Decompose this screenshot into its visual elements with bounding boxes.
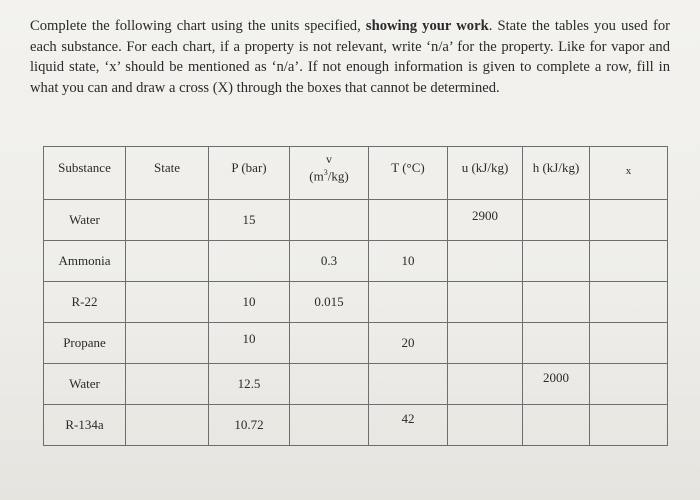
cell-volume[interactable] bbox=[290, 200, 369, 241]
properties-chart-table bbox=[43, 146, 668, 446]
cell-substance: R-22 bbox=[44, 282, 126, 323]
v-symbol: v bbox=[326, 152, 332, 166]
cell-u[interactable] bbox=[448, 282, 523, 323]
cell-x[interactable] bbox=[590, 323, 668, 364]
cell-u[interactable] bbox=[448, 364, 523, 405]
header-substance: Substance bbox=[44, 147, 126, 200]
cell-u[interactable] bbox=[448, 241, 523, 282]
header-enthalpy: h (kJ/kg) bbox=[523, 147, 590, 200]
cell-state[interactable] bbox=[126, 241, 209, 282]
header-state: State bbox=[126, 147, 209, 200]
cell-volume[interactable]: 0.3 bbox=[290, 241, 369, 282]
cell-temperature[interactable] bbox=[369, 282, 448, 323]
header-pressure: P (bar) bbox=[209, 147, 290, 200]
cell-pressure[interactable]: 10.72 bbox=[209, 405, 290, 446]
cell-state[interactable] bbox=[126, 282, 209, 323]
cell-temperature[interactable] bbox=[369, 364, 448, 405]
cell-volume[interactable] bbox=[290, 323, 369, 364]
instructions-bold-text: showing your work bbox=[365, 18, 489, 34]
instructions-text-1: Complete the following chart using the units specified, bbox=[30, 18, 366, 34]
cell-volume[interactable] bbox=[290, 364, 369, 405]
cell-substance: Water bbox=[44, 200, 126, 241]
table-row bbox=[44, 364, 668, 405]
cell-x[interactable] bbox=[590, 200, 668, 241]
cell-h[interactable] bbox=[523, 282, 590, 323]
cell-state[interactable] bbox=[126, 364, 209, 405]
cell-pressure[interactable]: 12.5 bbox=[209, 364, 290, 405]
cell-h[interactable]: 2000 bbox=[523, 364, 590, 405]
cell-temperature[interactable]: 10 bbox=[369, 241, 448, 282]
table-row bbox=[44, 241, 668, 282]
header-quality: x bbox=[590, 147, 668, 200]
cell-temperature[interactable]: 20 bbox=[369, 323, 448, 364]
cell-u[interactable]: 2900 bbox=[448, 200, 523, 241]
cell-state[interactable] bbox=[126, 405, 209, 446]
cell-h[interactable] bbox=[523, 200, 590, 241]
cell-pressure[interactable] bbox=[209, 241, 290, 282]
table-row bbox=[44, 323, 668, 364]
cell-temperature[interactable] bbox=[369, 200, 448, 241]
instructions-paragraph bbox=[30, 16, 670, 98]
cell-state[interactable] bbox=[126, 200, 209, 241]
cell-volume[interactable]: 0.015 bbox=[290, 282, 369, 323]
cell-pressure[interactable]: 15 bbox=[209, 200, 290, 241]
cell-x[interactable] bbox=[590, 405, 668, 446]
cell-substance: Propane bbox=[44, 323, 126, 364]
instructions-text-2: . State the tables you used for each substance. For each chart, if a property is not relevant, write ‘n/a’ for the property. Like for vapor and liquid state, ‘x’ should be mentioned as ‘n/a’. If not enough information is given to complete a row, fill in what you can and draw a cross (X) through the boxes that cannot be determined. bbox=[30, 18, 671, 96]
cell-h[interactable] bbox=[523, 241, 590, 282]
cell-x[interactable] bbox=[590, 241, 668, 282]
cell-pressure[interactable]: 10 bbox=[209, 323, 290, 364]
cell-h[interactable] bbox=[523, 323, 590, 364]
header-internal-energy: u (kJ/kg) bbox=[448, 147, 523, 200]
cell-x[interactable] bbox=[590, 364, 668, 405]
cell-u[interactable] bbox=[448, 405, 523, 446]
cell-substance: R-134a bbox=[44, 405, 126, 446]
cell-pressure[interactable]: 10 bbox=[209, 282, 290, 323]
table-row bbox=[44, 405, 668, 446]
cell-substance: Water bbox=[44, 364, 126, 405]
cell-x[interactable] bbox=[590, 282, 668, 323]
cell-h[interactable] bbox=[523, 405, 590, 446]
table-header-row bbox=[44, 147, 668, 200]
table-row bbox=[44, 200, 668, 241]
header-temperature: T (°C) bbox=[369, 147, 448, 200]
header-specific-volume bbox=[290, 147, 369, 200]
cell-temperature[interactable]: 42 bbox=[369, 405, 448, 446]
table-row bbox=[44, 282, 668, 323]
cell-substance: Ammonia bbox=[44, 241, 126, 282]
v-unit: $(m^3/kg)$ bbox=[309, 168, 349, 184]
cell-volume[interactable] bbox=[290, 405, 369, 446]
cell-u[interactable] bbox=[448, 323, 523, 364]
cell-state[interactable] bbox=[126, 323, 209, 364]
